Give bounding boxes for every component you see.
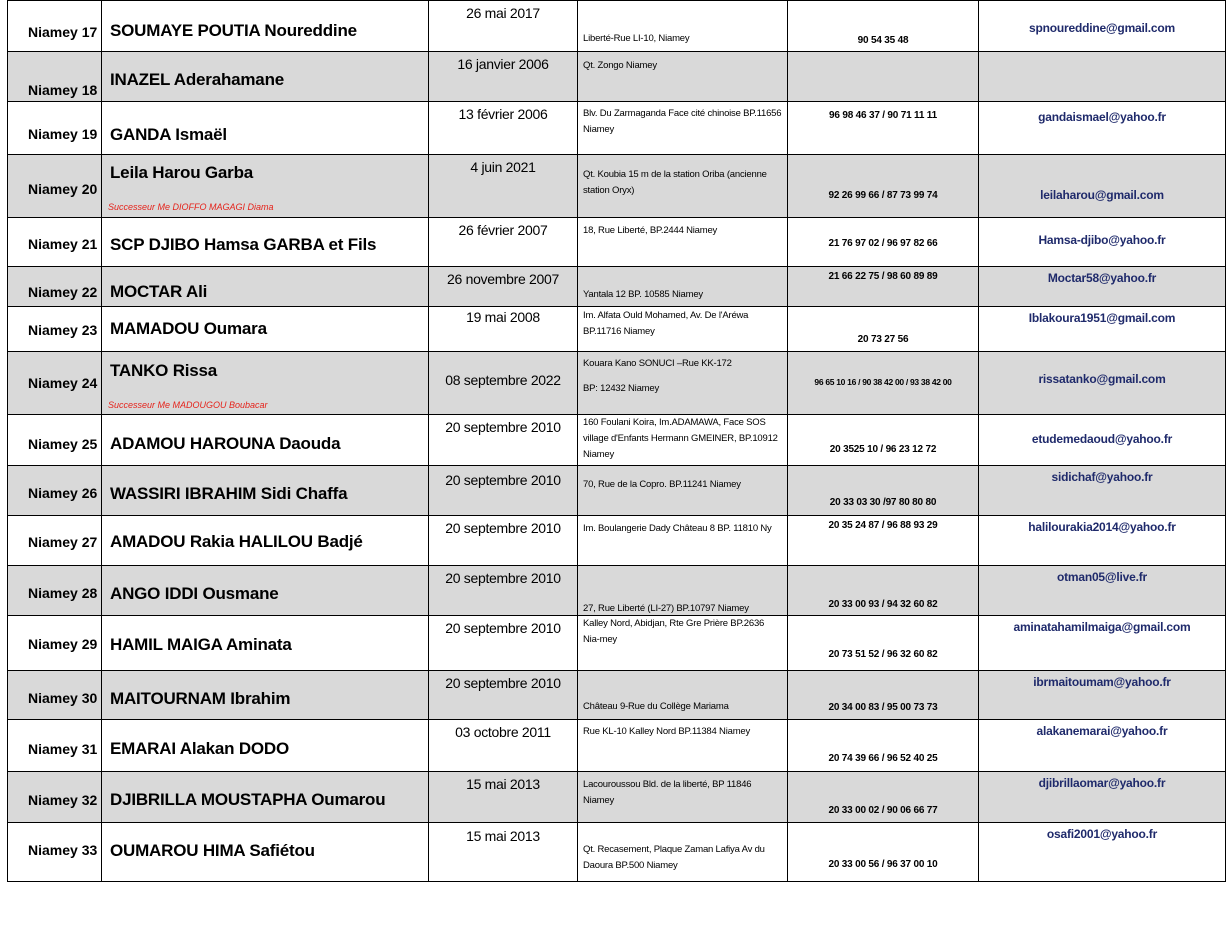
- notary-name: MOCTAR Ali: [110, 282, 208, 301]
- address-cell: [578, 307, 788, 352]
- name-cell: [102, 772, 429, 823]
- address: 160 Foulani Koira, Im.ADAMAWA, Face SOS village d'Enfants Hermann GMEINER, BP.10912 Niamey: [583, 417, 778, 460]
- email-address: osafi2001@yahoo.fr: [1046, 827, 1158, 841]
- address: Château 9-Rue du Collège Mariama: [583, 701, 729, 712]
- office-id: Niamey 25: [28, 436, 98, 452]
- phone-numbers: 90 54 35 48: [857, 35, 909, 46]
- name-cell: [102, 102, 429, 155]
- address-line-2: BP: 12432 Niamey: [583, 383, 660, 394]
- office-id: Niamey 19: [28, 126, 98, 142]
- email-address: alakanemarai@yahoo.fr: [1036, 724, 1168, 738]
- name-cell: [102, 466, 429, 516]
- date-cell: [429, 1, 578, 52]
- address: 70, Rue de la Copro. BP.11241 Niamey: [583, 479, 741, 490]
- table-row: [8, 720, 1226, 772]
- appointment-date: 26 février 2007: [458, 222, 548, 238]
- name-cell: [102, 52, 429, 102]
- appointment-date: 20 septembre 2010: [445, 675, 561, 691]
- address-cell: [578, 671, 788, 720]
- notary-name: DJIBRILLA MOUSTAPHA Oumarou: [110, 790, 386, 809]
- date-cell: [429, 307, 578, 352]
- appointment-date: 15 mai 2013: [466, 828, 540, 844]
- phone-cell: [788, 415, 979, 466]
- phone-cell: [788, 516, 979, 566]
- address-cell: [578, 415, 788, 466]
- email-address: leilaharou@gmail.com: [1040, 188, 1164, 202]
- phone-cell: [788, 671, 979, 720]
- email-cell: [979, 616, 1226, 671]
- email-cell: [979, 415, 1226, 466]
- table-row: [8, 1, 1226, 52]
- id-cell: [8, 671, 102, 720]
- address: Im. Alfata Ould Mohamed, Av. De l'Aréwa BP.11716 Niamey: [583, 310, 749, 337]
- notary-table: [7, 0, 1226, 882]
- email-cell: [979, 720, 1226, 772]
- office-id: Niamey 23: [28, 322, 98, 338]
- phone-numbers: 20 33 00 02 / 90 06 66 77: [828, 805, 938, 816]
- address-cell: [578, 155, 788, 218]
- id-cell: [8, 566, 102, 616]
- name-cell: [102, 1, 429, 52]
- id-cell: [8, 1, 102, 52]
- email-address: aminatahamilmaiga@gmail.com: [1013, 620, 1191, 634]
- appointment-date: 16 janvier 2006: [457, 56, 549, 72]
- office-id: Niamey 26: [28, 485, 98, 501]
- appointment-date: 19 mai 2008: [466, 309, 540, 325]
- phone-numbers: 20 33 03 30 /97 80 80 80: [829, 497, 937, 508]
- date-cell: [429, 566, 578, 616]
- name-cell: [102, 352, 429, 415]
- office-id: Niamey 28: [28, 585, 98, 601]
- phone-numbers: 20 34 00 83 / 95 00 73 73: [828, 702, 938, 713]
- office-id: Niamey 22: [28, 284, 98, 300]
- id-cell: [8, 616, 102, 671]
- phone-numbers: 20 33 00 93 / 94 32 60 82: [828, 599, 938, 610]
- phone-cell: [788, 267, 979, 307]
- office-id: Niamey 30: [28, 690, 98, 706]
- name-cell: [102, 566, 429, 616]
- email-cell: [979, 267, 1226, 307]
- table-row: [8, 307, 1226, 352]
- address-cell: [578, 516, 788, 566]
- address-cell: [578, 52, 788, 102]
- office-id: Niamey 24: [28, 375, 98, 391]
- date-cell: [429, 52, 578, 102]
- notary-name: AMADOU Rakia HALILOU Badjé: [110, 532, 363, 551]
- phone-numbers: 20 73 51 52 / 96 32 60 82: [828, 649, 938, 660]
- address: Blv. Du Zarmaganda Face cité chinoise BP.11656 Niamey: [583, 108, 782, 135]
- appointment-date: 20 septembre 2010: [445, 520, 561, 536]
- notary-name: MAITOURNAM Ibrahim: [110, 689, 291, 708]
- id-cell: [8, 267, 102, 307]
- appointment-date: 03 octobre 2011: [455, 724, 551, 740]
- appointment-date: 08 septembre 2022: [445, 372, 561, 388]
- office-id: Niamey 29: [28, 636, 98, 652]
- notary-name: Leila Harou Garba: [110, 163, 254, 182]
- email-cell: [979, 352, 1226, 415]
- address: Rue KL-10 Kalley Nord BP.11384 Niamey: [583, 726, 751, 737]
- email-address: Iblakoura1951@gmail.com: [1028, 311, 1176, 325]
- id-cell: [8, 823, 102, 882]
- appointment-date: 20 septembre 2010: [445, 620, 561, 636]
- notary-name: ANGO IDDI Ousmane: [110, 584, 279, 603]
- appointment-date: 4 juin 2021: [470, 159, 536, 175]
- email-address: sidichaf@yahoo.fr: [1051, 470, 1153, 484]
- email-address: rissatanko@gmail.com: [1038, 372, 1166, 386]
- address-cell: [578, 352, 788, 415]
- phone-cell: [788, 352, 979, 415]
- table-row: [8, 102, 1226, 155]
- successor-note: Successeur Me DIOFFO MAGAGI Diama: [108, 202, 274, 212]
- name-cell: [102, 720, 429, 772]
- phone-numbers: 20 3525 10 / 96 23 12 72: [829, 444, 937, 455]
- id-cell: [8, 516, 102, 566]
- date-cell: [429, 823, 578, 882]
- appointment-date: 26 mai 2017: [466, 5, 540, 21]
- name-cell: [102, 155, 429, 218]
- email-cell: [979, 52, 1226, 102]
- notary-name: OUMAROU HIMA Safiétou: [110, 841, 315, 860]
- id-cell: [8, 218, 102, 267]
- address: Qt. Recasement, Plaque Zaman Lafiya Av du Daoura BP.500 Niamey: [583, 844, 765, 871]
- phone-cell: [788, 1, 979, 52]
- address: Liberté-Rue LI-10, Niamey: [583, 33, 690, 44]
- phone-cell: [788, 218, 979, 267]
- phone-cell: [788, 616, 979, 671]
- notary-name: SCP DJIBO Hamsa GARBA et Fils: [110, 235, 377, 254]
- phone-numbers: 92 26 99 66 / 87 73 99 74: [828, 190, 938, 201]
- appointment-date: 13 février 2006: [458, 106, 548, 122]
- id-cell: [8, 52, 102, 102]
- email-cell: [979, 772, 1226, 823]
- phone-numbers: 20 35 24 87 / 96 88 93 29: [828, 520, 938, 531]
- email-address: ibrmaitoumam@yahoo.fr: [1033, 675, 1171, 689]
- date-cell: [429, 218, 578, 267]
- address-cell: [578, 616, 788, 671]
- id-cell: [8, 155, 102, 218]
- table-row: [8, 155, 1226, 218]
- notary-name: ADAMOU HAROUNA Daouda: [110, 434, 341, 453]
- date-cell: [429, 516, 578, 566]
- phone-cell: [788, 102, 979, 155]
- notary-name: GANDA Ismaël: [110, 125, 227, 144]
- phone-cell: [788, 155, 979, 218]
- successor-note: Successeur Me MADOUGOU Boubacar: [108, 400, 268, 410]
- table-row: [8, 52, 1226, 102]
- date-cell: [429, 616, 578, 671]
- address: Qt. Koubia 15 m de la station Oriba (ancienne station Oryx): [583, 169, 767, 196]
- address-cell: [578, 466, 788, 516]
- address-cell: [578, 218, 788, 267]
- email-address: spnoureddine@gmail.com: [1029, 21, 1175, 35]
- appointment-date: 26 novembre 2007: [447, 271, 559, 287]
- date-cell: [429, 352, 578, 415]
- phone-cell: [788, 52, 979, 102]
- address-cell: [578, 566, 788, 616]
- address: Im. Boulangerie Dady Château 8 BP. 11810 Ny: [583, 523, 772, 534]
- id-cell: [8, 352, 102, 415]
- notary-name: WASSIRI IBRAHIM Sidi Chaffa: [110, 484, 348, 503]
- address: Kalley Nord, Abidjan, Rte Gre Prière BP.2636 Nia-mey: [583, 618, 765, 645]
- phone-cell: [788, 566, 979, 616]
- office-id: Niamey 31: [28, 741, 98, 757]
- table-row: [8, 466, 1226, 516]
- notary-name: TANKO Rissa: [110, 361, 218, 380]
- id-cell: [8, 720, 102, 772]
- table-row: [8, 772, 1226, 823]
- date-cell: [429, 155, 578, 218]
- id-cell: [8, 102, 102, 155]
- notary-name: INAZEL Aderahamane: [110, 70, 285, 89]
- office-id: Niamey 32: [28, 792, 98, 808]
- id-cell: [8, 772, 102, 823]
- notary-name: SOUMAYE POUTIA Noureddine: [110, 21, 357, 40]
- address-cell: [578, 823, 788, 882]
- date-cell: [429, 466, 578, 516]
- office-id: Niamey 20: [28, 181, 98, 197]
- date-cell: [429, 267, 578, 307]
- phone-cell: [788, 307, 979, 352]
- table-row: [8, 352, 1226, 415]
- email-address: otman05@live.fr: [1056, 570, 1148, 584]
- table-row: [8, 267, 1226, 307]
- office-id: Niamey 27: [28, 534, 98, 550]
- address-cell: [578, 102, 788, 155]
- email-address: djibrillaomar@yahoo.fr: [1038, 776, 1166, 790]
- email-cell: [979, 566, 1226, 616]
- notary-name: EMARAI Alakan DODO: [110, 739, 290, 758]
- office-id: Niamey 21: [28, 236, 98, 252]
- phone-cell: [788, 823, 979, 882]
- appointment-date: 20 septembre 2010: [445, 472, 561, 488]
- id-cell: [8, 307, 102, 352]
- id-cell: [8, 415, 102, 466]
- id-cell: [8, 466, 102, 516]
- table-row: [8, 415, 1226, 466]
- appointment-date: 15 mai 2013: [466, 776, 540, 792]
- email-cell: [979, 516, 1226, 566]
- phone-numbers: 96 65 10 16 / 90 38 42 00 / 93 38 42 00: [814, 377, 952, 387]
- phone-numbers: 21 76 97 02 / 96 97 82 66: [828, 238, 938, 249]
- notary-name: MAMADOU Oumara: [110, 319, 267, 338]
- table-row: [8, 671, 1226, 720]
- phone-numbers: 21 66 22 75 / 98 60 89 89: [828, 271, 938, 282]
- date-cell: [429, 671, 578, 720]
- name-cell: [102, 218, 429, 267]
- address: Kouara Kano SONUCI –Rue KK-172: [583, 358, 732, 369]
- name-cell: [102, 823, 429, 882]
- email-cell: [979, 155, 1226, 218]
- name-cell: [102, 616, 429, 671]
- phone-numbers: 96 98 46 37 / 90 71 11 11: [829, 110, 937, 121]
- name-cell: [102, 415, 429, 466]
- phone-numbers: 20 74 39 66 / 96 52 40 25: [828, 753, 938, 764]
- phone-numbers: 20 33 00 56 / 96 37 00 10: [828, 859, 938, 870]
- address: 27, Rue Liberté (LI-27) BP.10797 Niamey: [583, 603, 749, 614]
- office-id: Niamey 18: [28, 82, 98, 98]
- address: 18, Rue Liberté, BP.2444 Niamey: [583, 225, 718, 236]
- address: Yantala 12 BP. 10585 Niamey: [583, 289, 703, 300]
- notary-name: HAMIL MAIGA Aminata: [110, 635, 292, 654]
- table-row: [8, 616, 1226, 671]
- appointment-date: 20 septembre 2010: [445, 570, 561, 586]
- email-address: halilourakia2014@yahoo.fr: [1028, 520, 1176, 534]
- office-id: Niamey 17: [28, 24, 98, 40]
- email-cell: [979, 102, 1226, 155]
- address-cell: [578, 772, 788, 823]
- date-cell: [429, 720, 578, 772]
- email-address: gandaismael@yahoo.fr: [1038, 110, 1166, 124]
- email-cell: [979, 823, 1226, 882]
- address: Qt. Zongo Niamey: [583, 60, 657, 71]
- name-cell: [102, 307, 429, 352]
- phone-cell: [788, 772, 979, 823]
- phone-cell: [788, 720, 979, 772]
- table-row: [8, 823, 1226, 882]
- email-cell: [979, 671, 1226, 720]
- name-cell: [102, 671, 429, 720]
- date-cell: [429, 772, 578, 823]
- office-id: Niamey 33: [28, 842, 98, 858]
- address-cell: [578, 720, 788, 772]
- email-cell: [979, 466, 1226, 516]
- email-address: Hamsa-djibo@yahoo.fr: [1038, 233, 1166, 247]
- name-cell: [102, 516, 429, 566]
- email-cell: [979, 307, 1226, 352]
- address: Lacouroussou Bld. de la liberté, BP 11846 Niamey: [583, 779, 752, 806]
- appointment-date: 20 septembre 2010: [445, 419, 561, 435]
- address-cell: [578, 267, 788, 307]
- email-cell: [979, 1, 1226, 52]
- date-cell: [429, 102, 578, 155]
- email-address: etudemedaoud@yahoo.fr: [1031, 432, 1173, 446]
- table-row: [8, 566, 1226, 616]
- phone-cell: [788, 466, 979, 516]
- phone-numbers: 20 73 27 56: [857, 334, 909, 345]
- table-row: [8, 516, 1226, 566]
- address-cell: [578, 1, 788, 52]
- table-row: [8, 218, 1226, 267]
- date-cell: [429, 415, 578, 466]
- name-cell: [102, 267, 429, 307]
- email-address: Moctar58@yahoo.fr: [1047, 271, 1157, 285]
- email-cell: [979, 218, 1226, 267]
